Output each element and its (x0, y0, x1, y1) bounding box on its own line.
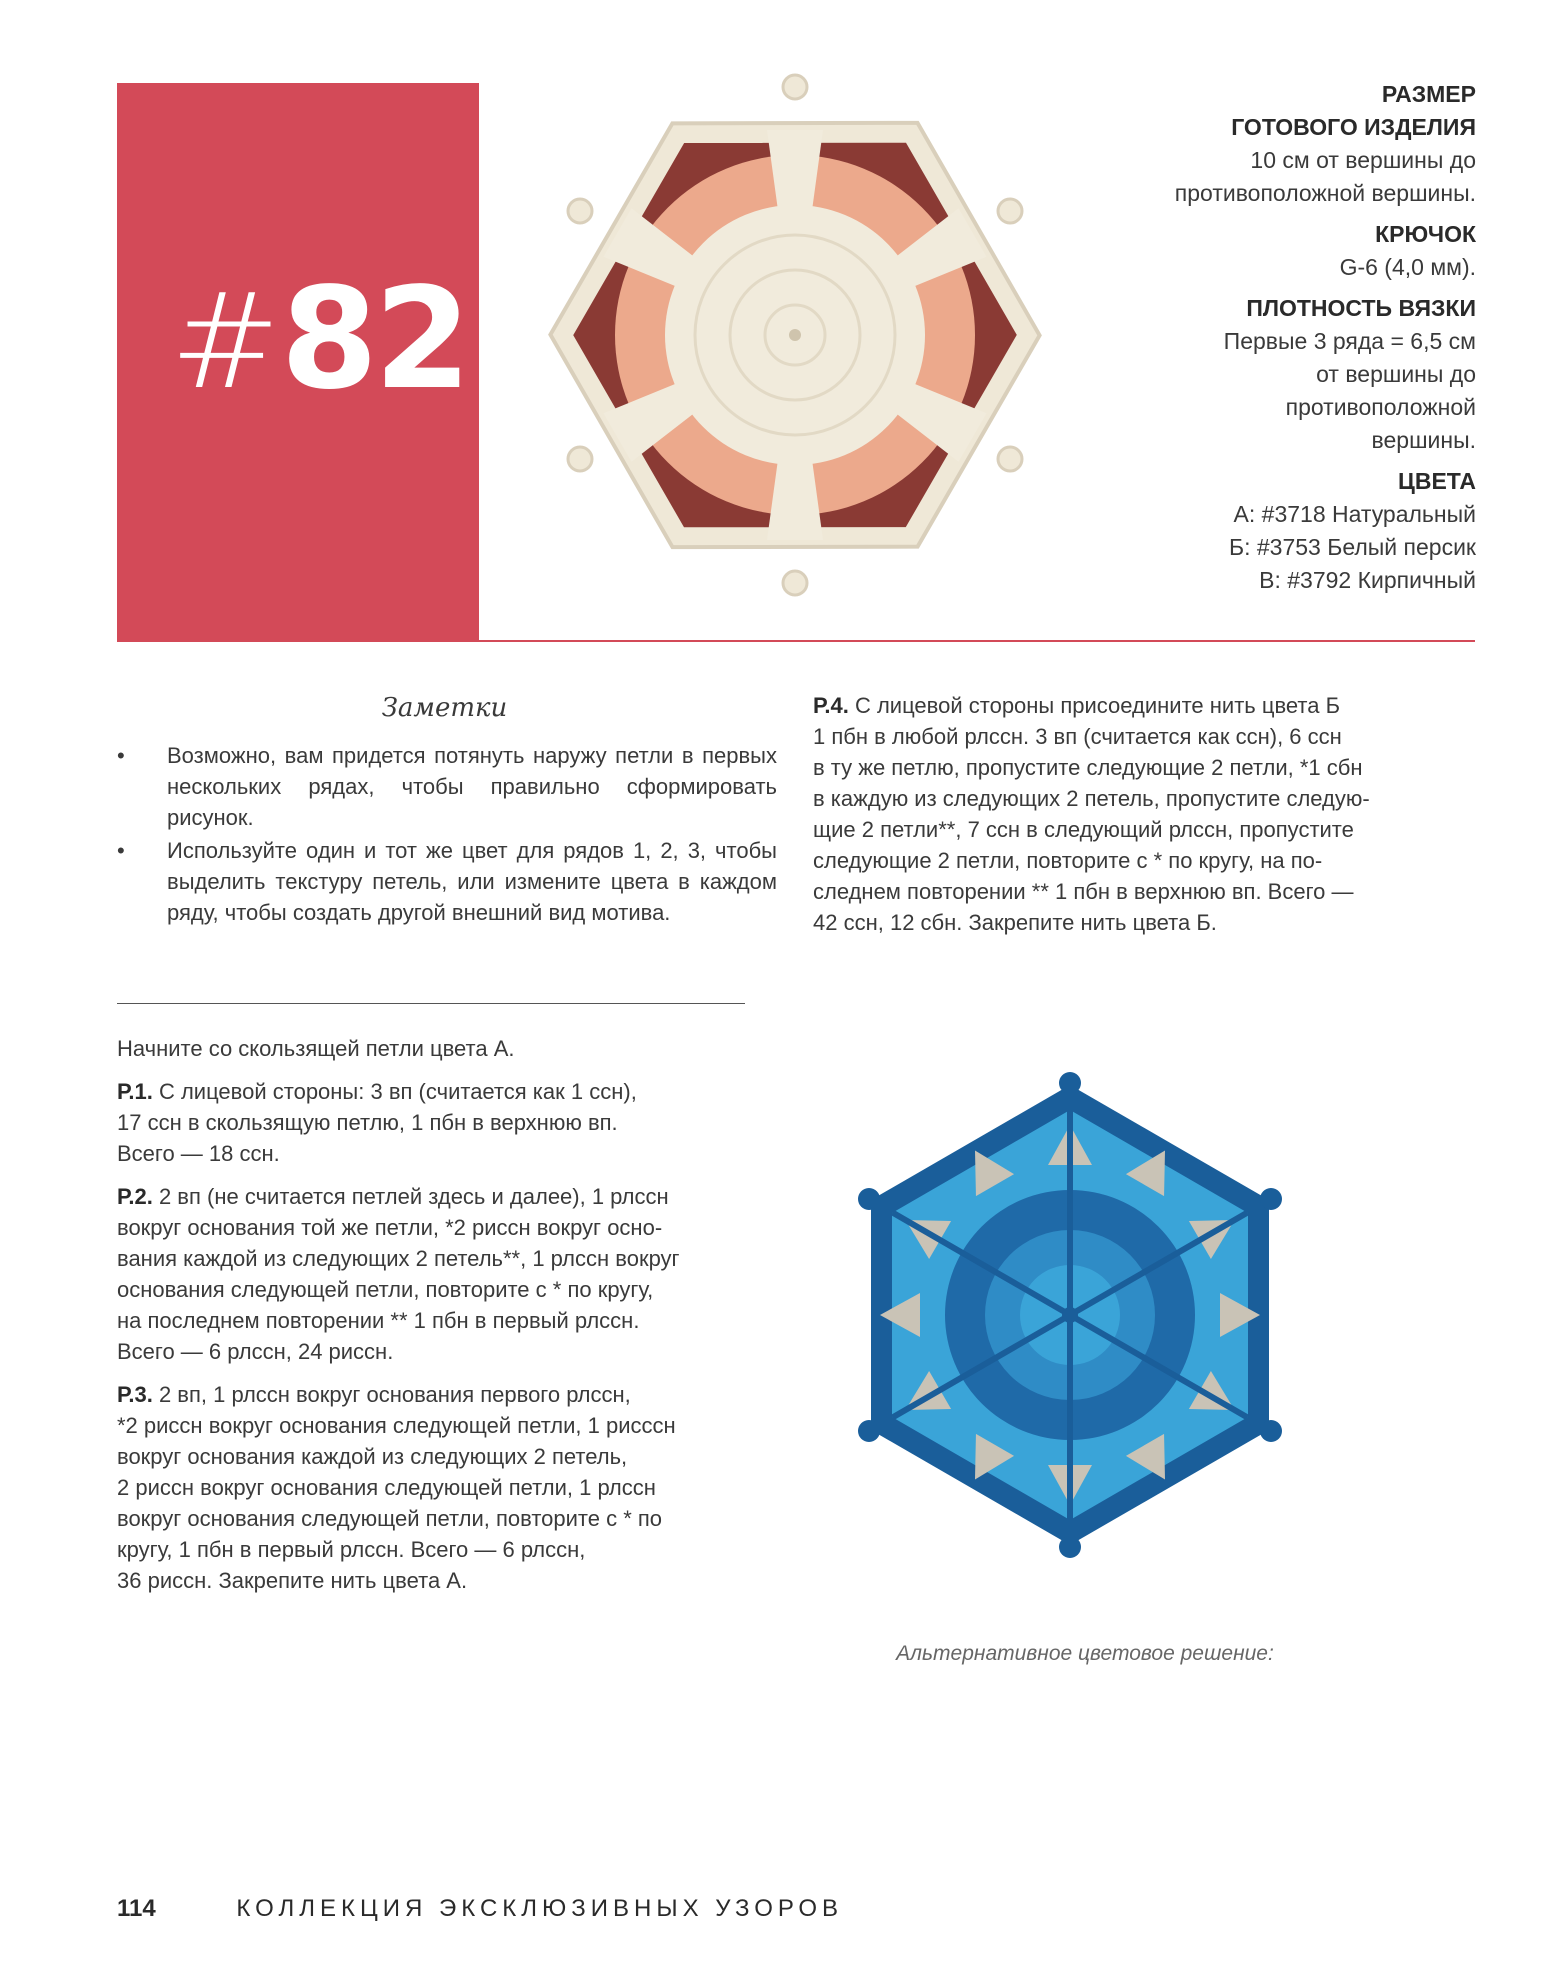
row-1 (117, 1076, 777, 1169)
color-b: Б: #3753 Белый персик (1229, 534, 1476, 560)
gauge-value-4: вершины. (1371, 427, 1476, 453)
row-1-text: Всего — 18 ссн. (117, 1141, 280, 1166)
bullet-icon: • (117, 838, 125, 863)
row-2-text: вания каждой из следующих 2 петель**, 1 рлссн вокруг (117, 1246, 680, 1271)
row-4-text: в каждую из следующих 2 петель, пропустите следую- (813, 786, 1370, 811)
row-2 (117, 1181, 777, 1367)
notes-item-text: Используйте один и тот же цвет для рядов 1, 2, 3, чтобы выделить текстуру петель, или измените цвета в каждом ряду, чтобы создать другой внешний вид мотива. (167, 838, 777, 925)
gauge-value-3: противоположной (1285, 394, 1476, 420)
colors-heading: ЦВЕТА (1398, 468, 1476, 494)
pattern-num: 82 (280, 258, 468, 421)
row-1-text: С лицевой стороны: 3 вп (считается как 1 ссн), (152, 1079, 637, 1104)
bullet-icon: • (117, 743, 125, 768)
notes-title: Заметки (381, 693, 508, 723)
row-3-label: Р.3. (117, 1382, 153, 1407)
row-2-text: 2 вп (не считается петлей здесь и далее), 1 рлссн (152, 1184, 669, 1209)
alternate-motif-photo (855, 1045, 1285, 1585)
row-4-text: С лицевой стороны присоедините нить цвета Б (848, 693, 1341, 718)
notes-item (117, 835, 777, 928)
pattern-hash: # (170, 265, 281, 419)
notes-list (117, 740, 777, 930)
motif-photo (515, 70, 1075, 600)
row-4-label: Р.4. (813, 693, 849, 718)
size-heading: РАЗМЕР (1381, 81, 1476, 107)
row-4-text: 1 пбн в любой рлссн. 3 вп (считается как ссн), 6 ссн (813, 724, 1342, 749)
row-3-text: вокруг основания каждой из следующих 2 петель, (117, 1444, 628, 1469)
page-number: 114 (117, 1895, 156, 1922)
row-4-text: 42 ссн, 12 сбн. Закрепите нить цвета Б. (813, 910, 1217, 935)
size-value: 10 см от вершины до (1250, 147, 1476, 173)
row-2-text: основания следующей петли, повторите с * по кругу, (117, 1277, 654, 1302)
row-1-label: Р.1. (117, 1079, 153, 1104)
row-2-label: Р.2. (117, 1184, 153, 1209)
row-3 (117, 1379, 777, 1596)
color-v: В: #3792 Кирпичный (1259, 567, 1476, 593)
row-4-text: следующие 2 петли, повторите с * по кругу, на по- (813, 848, 1323, 873)
color-a: А: #3718 Натуральный (1233, 501, 1476, 527)
row-3-text: вокруг основания следующей петли, повторите с * по (117, 1506, 663, 1531)
header-divider (117, 640, 1475, 642)
row-4-text: в ту же петлю, пропустите следующие 2 петли, *1 сбн (813, 755, 1363, 780)
instructions-right-column (813, 690, 1483, 950)
start-instruction: Начните со скользящей петли цвета А. (117, 1036, 515, 1061)
instructions-left-column (117, 1033, 777, 1608)
row-4-text: щие 2 петли**, 7 ссн в следующий рлссн, пропустите (813, 817, 1354, 842)
gauge-value-1: Первые 3 ряда = 6,5 см (1223, 328, 1476, 354)
hook-heading: КРЮЧОК (1375, 221, 1476, 247)
row-3-text: 36 риссн. Закрепите нить цвета А. (117, 1568, 468, 1593)
notes-item-text: Возможно, вам придется потянуть наружу петли в первых нескольких рядах, чтобы правильно сформировать рисунок. (167, 743, 777, 830)
page-footer (117, 1895, 843, 1923)
row-3-text: *2 риссн вокруг основания следующей петли, 1 рисссн (117, 1413, 676, 1438)
row-1-text: 17 ссн в скользящую петлю, 1 пбн в верхнюю вп. (117, 1110, 618, 1135)
row-3-text: 2 вп, 1 рлссн вокруг основания первого рлссн, (152, 1382, 631, 1407)
book-title: КОЛЛЕКЦИЯ ЭКСКЛЮЗИВНЫХ УЗОРОВ (236, 1895, 844, 1922)
notes-divider (117, 1003, 745, 1004)
pattern-number (170, 258, 468, 421)
row-2-text: Всего — 6 рлссн, 24 риссн. (117, 1339, 394, 1364)
alternate-caption: Альтернативное цветовое решение: (896, 1642, 1274, 1665)
row-2-text: вокруг основания той же петли, *2 риссн вокруг осно- (117, 1215, 663, 1240)
notes-item (117, 740, 777, 833)
row-4 (813, 690, 1483, 938)
size-heading-2: ГОТОВОГО ИЗДЕЛИЯ (1231, 114, 1476, 140)
specs-panel (1036, 78, 1476, 597)
row-2-text: на последнем повторении ** 1 пбн в первый рлссн. (117, 1308, 640, 1333)
row-4-text: следнем повторении ** 1 пбн в верхнюю вп. Всего — (813, 879, 1354, 904)
gauge-value-2: от вершины до (1316, 361, 1476, 387)
size-value-2: противоположной вершины. (1174, 180, 1476, 206)
hook-value: G-6 (4,0 мм). (1339, 254, 1476, 280)
row-3-text: 2 риссн вокруг основания следующей петли, 1 рлссн (117, 1475, 656, 1500)
gauge-heading: ПЛОТНОСТЬ ВЯЗКИ (1246, 295, 1476, 321)
row-3-text: кругу, 1 пбн в первый рлссн. Всего — 6 рлссн, (117, 1537, 586, 1562)
